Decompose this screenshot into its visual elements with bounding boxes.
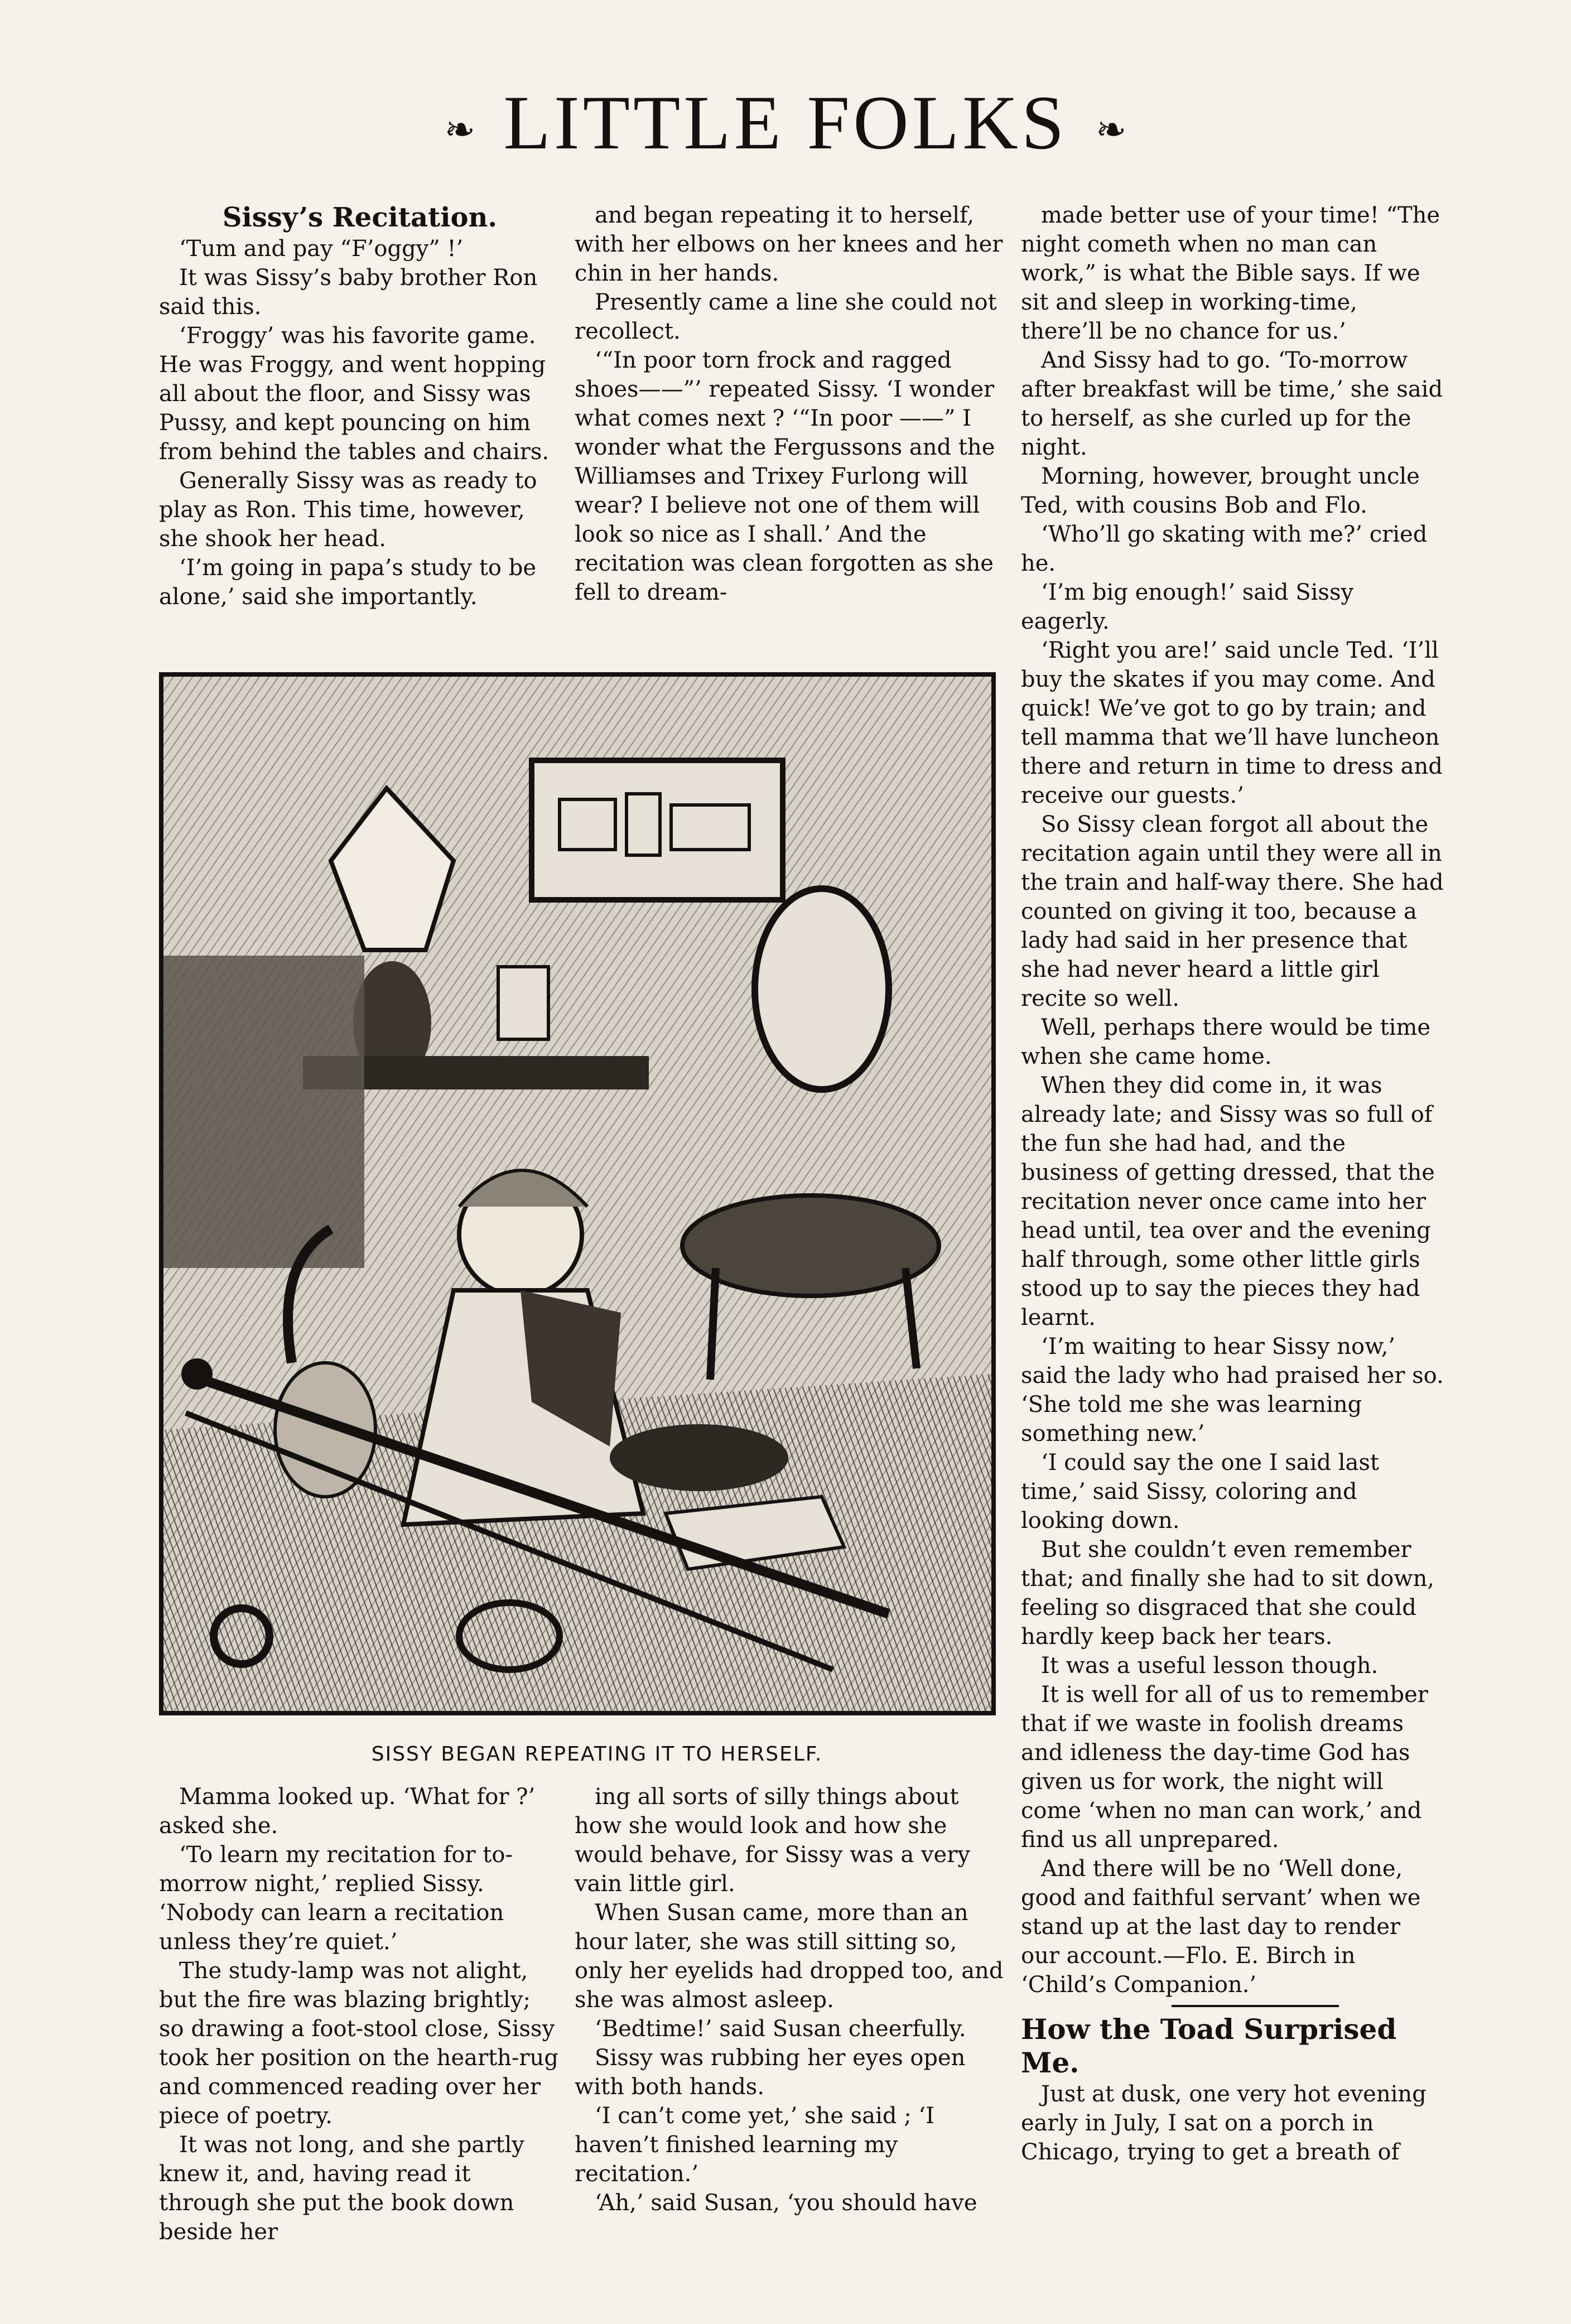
section-divider	[1172, 2005, 1339, 2007]
chair-back	[755, 889, 889, 1089]
column-3	[1021, 201, 1445, 2167]
paragraph: ‘I’m waiting to hear Sissy now,’ said the lady who had praised her so. ‘She told me she was learning something new.’	[1021, 1334, 1444, 1447]
engraving-illustration	[163, 677, 991, 1711]
paragraph: ‘I’m big enough!’ said Sissy eagerly.	[1021, 580, 1354, 634]
paragraph: ‘Ah,’ said Susan, ‘you should have	[595, 2190, 977, 2216]
paragraph: ing all sorts of silly things about how she would look and how she would behave, for Sissy was a very vain little girl.	[575, 1784, 970, 1897]
paragraph: When Susan came, more than an hour later, she was still sitting so, only her eyelids had dropped too, and she was almost asleep.	[575, 1900, 1004, 2013]
paragraph: ‘Bedtime!’ said Susan cheerfully.	[595, 2016, 966, 2042]
paragraph: ‘To learn my recitation for to-morrow night,’ replied Sissy. ‘Nobody can learn a recitation unless they’re quiet.’	[159, 1842, 513, 1955]
paragraph: ‘I can’t come yet,’ she said ; ‘I haven’t finished learning my recitation.’	[575, 2103, 934, 2187]
column-1-bottom	[159, 1782, 561, 2246]
paragraph: It was a useful lesson though.	[1041, 1653, 1379, 1679]
paragraph: ‘I’m going in papa’s study to be alone,’ said she importantly.	[159, 555, 536, 610]
column-2-bottom	[575, 1782, 1004, 2217]
paragraph: When they did come in, it was already late; and Sissy was so full of the fun she had had, and the business of getting dressed, that the recitation never once came into her head until, tea over and the evening half through, some other little girls stood up to say the pieces they had learnt.	[1021, 1073, 1435, 1330]
paragraph: And Sissy had to go. ‘To-morrow after breakfast will be time,’ she said to herself, as she curled up for the night.	[1021, 348, 1443, 460]
chair-seat	[682, 1195, 939, 1296]
wall-picture	[532, 760, 783, 900]
paragraph: ‘Who’ll go skating with me?’ cried he.	[1021, 522, 1428, 576]
paragraph: made better use of your time! “The night cometh when no man can work,” is what the Bible says. If we sit and sleep in working-time, there’ll be no chance for us.’	[1021, 202, 1440, 344]
paragraph: Well, perhaps there would be time when she came home.	[1021, 1015, 1431, 1069]
paragraph: Morning, however, brought uncle Ted, with cousins Bob and Flo.	[1021, 464, 1420, 518]
masthead	[0, 80, 1571, 165]
masthead-title: LITTLE FOLKS	[503, 80, 1068, 165]
foot-stool	[610, 1424, 788, 1491]
paragraph: But she couldn’t even remember that; and finally she had to sit down, feeling so disgraced that she could hardly keep back her tears.	[1021, 1537, 1435, 1650]
paragraph: Generally Sissy was as ready to play as Ron. This time, however, she shook her head.	[159, 468, 537, 552]
paragraph: It was Sissy’s baby brother Ron said this.	[159, 265, 538, 320]
paragraph: The study-lamp was not alight, but the fire was blazing brightly; so drawing a foot-stool close, Sissy took her position on the hearth-rug and commenced reading over her piece of poetry.	[159, 1958, 558, 2129]
left-ornament-icon: ❧	[444, 110, 475, 151]
illustration	[159, 672, 996, 1715]
column-2-top	[575, 201, 1004, 607]
story-title-2: How the Toad Surprised Me.	[1021, 2013, 1397, 2079]
paragraph: Sissy was rubbing her eyes open with both hands.	[575, 2045, 966, 2100]
paragraph: ‘Right you are!’ said uncle Ted. ‘I’ll buy the skates if you may come. And quick! We’ve got to go by train; and tell mamma that we’ll have luncheon there and return in time to dress and receive our guests.’	[1021, 638, 1443, 808]
paragraph: It is well for all of us to remember that if we waste in foolish dreams and idleness the day-time God has given us for work, the night will come ‘when no man can work,’ and find us all unprepared.	[1021, 1682, 1428, 1853]
right-ornament-icon: ❧	[1096, 110, 1127, 151]
story-title: Sissy’s Recitation.	[222, 202, 498, 233]
paragraph: And there will be no ‘Well done, good and faithful servant’ when we stand up at the last day to render our account.—Flo. E. Birch in ‘Child’s Companion.’	[1021, 1856, 1421, 1998]
column-1-top	[159, 201, 561, 611]
paragraph: and began repeating it to herself, with her elbows on her knees and her chin in her hands.	[575, 202, 1003, 286]
sofa	[163, 956, 364, 1268]
paragraph: Mamma looked up. ‘What for ?’ asked she.	[159, 1784, 536, 1839]
paragraph: It was not long, and she partly knew it, and, having read it through she put the book down beside her	[159, 2132, 524, 2245]
paragraph: Just at dusk, one very hot evening early in July, I sat on a porch in Chicago, trying to get a breath of	[1021, 2081, 1427, 2165]
paragraph: Presently came a line she could not recollect.	[575, 290, 997, 344]
paragraph: ‘Tum and pay “F’oggy” !’	[179, 236, 464, 262]
paragraph: ‘I could say the one I said last time,’ said Sissy, coloring and looking down.	[1021, 1450, 1379, 1534]
paragraph: So Sissy clean forgot all about the recitation again until they were all in the train and half-way there. She had counted on giving it too, because a lady had said in her presence that she had never heard a little girl recite so well.	[1021, 812, 1444, 1011]
paragraph: ‘“In poor torn frock and ragged shoes——”’ repeated Sissy. ‘I wonder what comes next ? ‘“In poor ——” I wonder what the Fergussons and the Williamses and Trixey Furlong will wear? I believe not one of them will look so nice as I shall.’ And the recitation was clean forgotten as she fell to dream-	[575, 348, 995, 605]
illustration-caption: SISSY BEGAN REPEATING IT TO HERSELF.	[371, 1743, 823, 1766]
paragraph: ‘Froggy’ was his favorite game. He was Froggy, and went hopping all about the floor, and Sissy was Pussy, and kept pouncing on him from behind the tables and chairs.	[159, 323, 550, 465]
